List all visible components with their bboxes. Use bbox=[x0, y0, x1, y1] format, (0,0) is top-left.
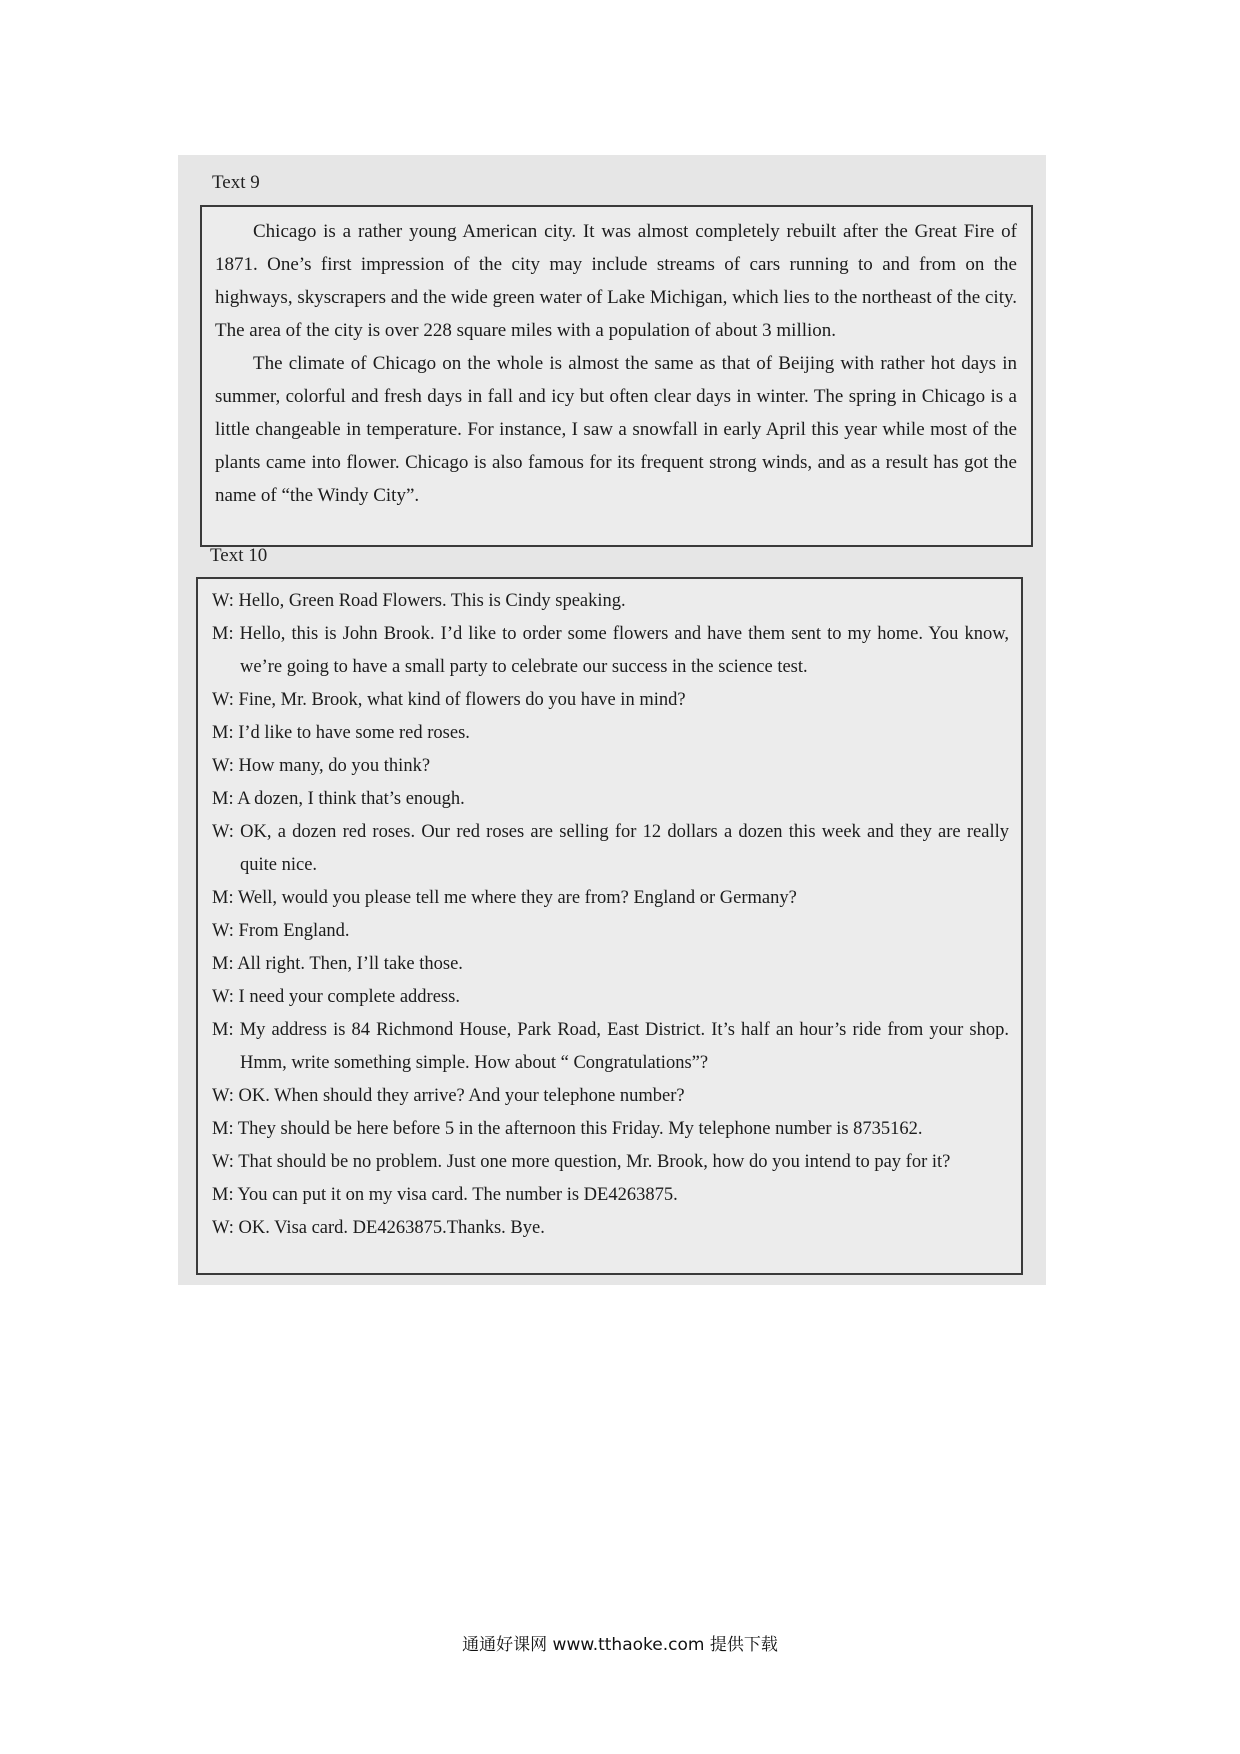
dialogue-line: M: They should be here before 5 in the afternoon this Friday. My telephone number is 8735162. bbox=[212, 1119, 923, 1139]
text9-heading: Text 9 bbox=[212, 172, 260, 193]
dialogue-line: W: Hello, Green Road Flowers. This is Cindy speaking. bbox=[212, 591, 626, 611]
dialogue-line: W: How many, do you think? bbox=[212, 756, 431, 776]
dialogue-line: M: You can put it on my visa card. The number is DE4263875. bbox=[212, 1185, 678, 1205]
text9-paragraph-1: Chicago is a rather young American city. It was almost completely rebuilt after the Great Fire of 1871. One’s first impression of the city may include streams of cars running to and from on the highways, skyscrapers and the wide green water of Lake Michigan, which lies to the northeast of the city. The area of the city is over 228 square miles with a population of about 3 million. bbox=[215, 221, 1017, 341]
text10-heading: Text 10 bbox=[210, 545, 268, 566]
dialogue-line: M: I’d like to have some red roses. bbox=[212, 723, 470, 743]
text9-box bbox=[200, 205, 1033, 547]
footer-watermark[interactable]: 通通好课网 www.tthaoke.com 提供下载 bbox=[462, 1635, 778, 1655]
text10-box bbox=[196, 577, 1023, 1275]
dialogue-line: W: OK. Visa card. DE4263875.Thanks. Bye. bbox=[212, 1218, 545, 1238]
text9-paragraph-2: The climate of Chicago on the whole is almost the same as that of Beijing with rather hot days in summer, colorful and fresh days in fall and icy but often clear days in winter. The spring in Chicago is a little changeable in temperature. For instance, I saw a snowfall in early April this year while most of the plants came into flower. Chicago is also famous for its frequent strong winds, and as a result has got the name of “the Windy City”. bbox=[215, 353, 1017, 506]
dialogue-line: W: From England. bbox=[212, 921, 350, 941]
dialogue-line: W: That should be no problem. Just one more question, Mr. Brook, how do you intend to pay for it? bbox=[212, 1152, 951, 1172]
dialogue-line: W: OK, a dozen red roses. Our red roses are selling for 12 dollars a dozen this week and they are really quite nice. bbox=[212, 822, 1009, 875]
dialogue-line: M: A dozen, I think that’s enough. bbox=[212, 789, 465, 809]
dialogue-line: M: All right. Then, I’ll take those. bbox=[212, 954, 463, 974]
dialogue-line: M: My address is 84 Richmond House, Park Road, East District. It’s half an hour’s ride from your shop. Hmm, write something simple. How about “ Congratulations”? bbox=[212, 1020, 1009, 1073]
dialogue-line: M: Well, would you please tell me where they are from? England or Germany? bbox=[212, 888, 797, 908]
dialogue-line: W: Fine, Mr. Brook, what kind of flowers do you have in mind? bbox=[212, 690, 686, 710]
dialogue-line: M: Hello, this is John Brook. I’d like to order some flowers and have them sent to my home. You know, we’re going to have a small party to celebrate our success in the science test. bbox=[212, 624, 1009, 677]
dialogue-line: W: I need your complete address. bbox=[212, 987, 460, 1007]
dialogue-line: W: OK. When should they arrive? And your telephone number? bbox=[212, 1086, 685, 1106]
